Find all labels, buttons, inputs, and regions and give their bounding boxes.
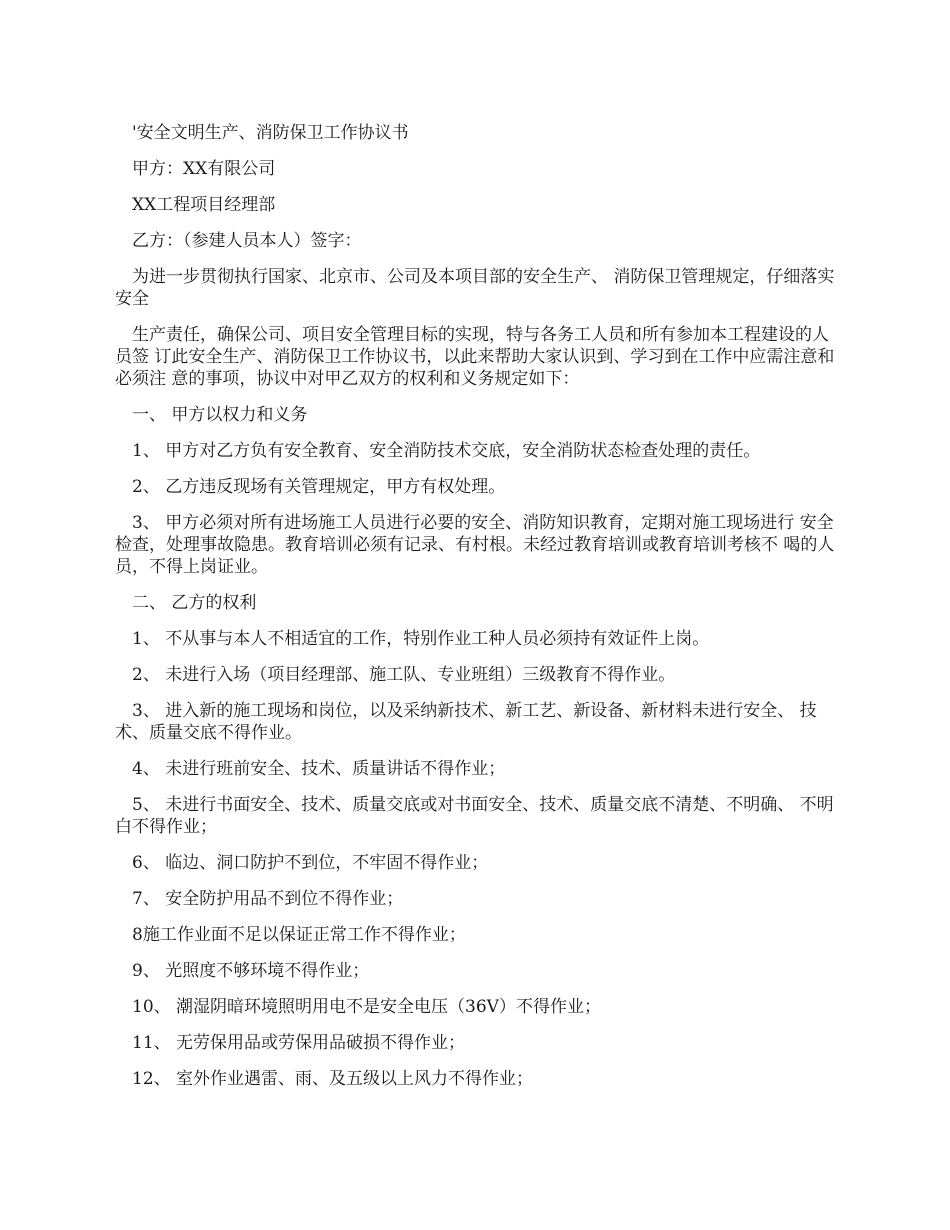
clause-a-2: 2、 乙方违反现场有关管理规定，甲方有权处理。 (132, 477, 506, 497)
clause-b-4: 4、 未进行班前安全、技术、质量讲话不得作业； (132, 759, 506, 779)
party-a-line: 甲方：XX有限公司 (132, 159, 276, 179)
clause-b-3: 3、 进入新的施工现场和岗位，以及采纳新技术、新工艺、新设备、新材料未进行安全、 技术、质量交底不得作业。 (115, 701, 817, 743)
clause-b-1: 1、 不从事与本人不相适宜的工作，特别作业工种人员必须持有效证件上岗。 (132, 629, 710, 649)
party-b-line: 乙方：（参建人员本人）签字： (132, 231, 362, 251)
document-body (115, 122, 835, 1104)
clause-b-5: 5、 未进行书面安全、技术、质量交底或对书面安全、技术、质量交底不清楚、不明确、 不明白不得作业； (115, 795, 834, 837)
clause-b-12: 12、 室外作业遇雷、雨、及五级以上风力不得作业； (132, 1069, 534, 1089)
intro-paragraph: 为进一步贯彻执行国家、北京市、公司及本项目部的安全生产、 消防保卫管理规定，仔细落实安全 (115, 267, 835, 309)
clause-b-2: 2、 未进行入场（项目经理部、施工队、专业班组）三级教育不得作业。 (132, 665, 676, 685)
clause-b-10: 10、 潮湿阴暗环境照明用电不是安全电压（36V）不得作业； (132, 997, 601, 1017)
clause-b-7: 7、 安全防护用品不到位不得作业； (132, 889, 404, 909)
section-heading-party-b: 二、 乙方的权利 (132, 593, 257, 613)
section-heading-party-a: 一、 甲方以权力和义务 (132, 405, 308, 425)
clause-b-8: 8施工作业面不足以保证正常工作不得作业； (132, 925, 466, 945)
clause-b-11: 11、 无劳保用品或劳保用品破损不得作业； (132, 1033, 466, 1053)
party-a-department: XX工程项目经理部 (132, 195, 276, 215)
document-title: '安全文明生产、消防保卫工作协议书 (132, 123, 409, 143)
clause-a-1: 1、 甲方对乙方负有安全教育、安全消防技术交底，安全消防状态检查处理的责任。 (132, 441, 761, 461)
clause-b-6: 6、 临边、洞口防护不到位，不牢固不得作业； (132, 853, 489, 873)
intro-paragraph-continued: 生产责任，确保公司、项目安全管理目标的实现，特与各务工人员和所有参加本工程建设的人员签 订此安全生产、消防保卫工作协议书，以此来帮助大家认识到、学习到在工作中应需注意和必须注 意的事项，协议中对甲乙双方的权利和义务规定如下： (115, 325, 835, 389)
clause-b-9: 9、 光照度不够环境不得作业； (132, 961, 370, 981)
clause-a-3: 3、 甲方必须对所有进场施工人员进行必要的安全、消防知识教育，定期对施工现场进行 安全检查，处理事故隐患。教育培训必须有记录、有村根。未经过教育培训或教育培训考核不 喝的人员，不得上岗证业。 (115, 513, 835, 577)
